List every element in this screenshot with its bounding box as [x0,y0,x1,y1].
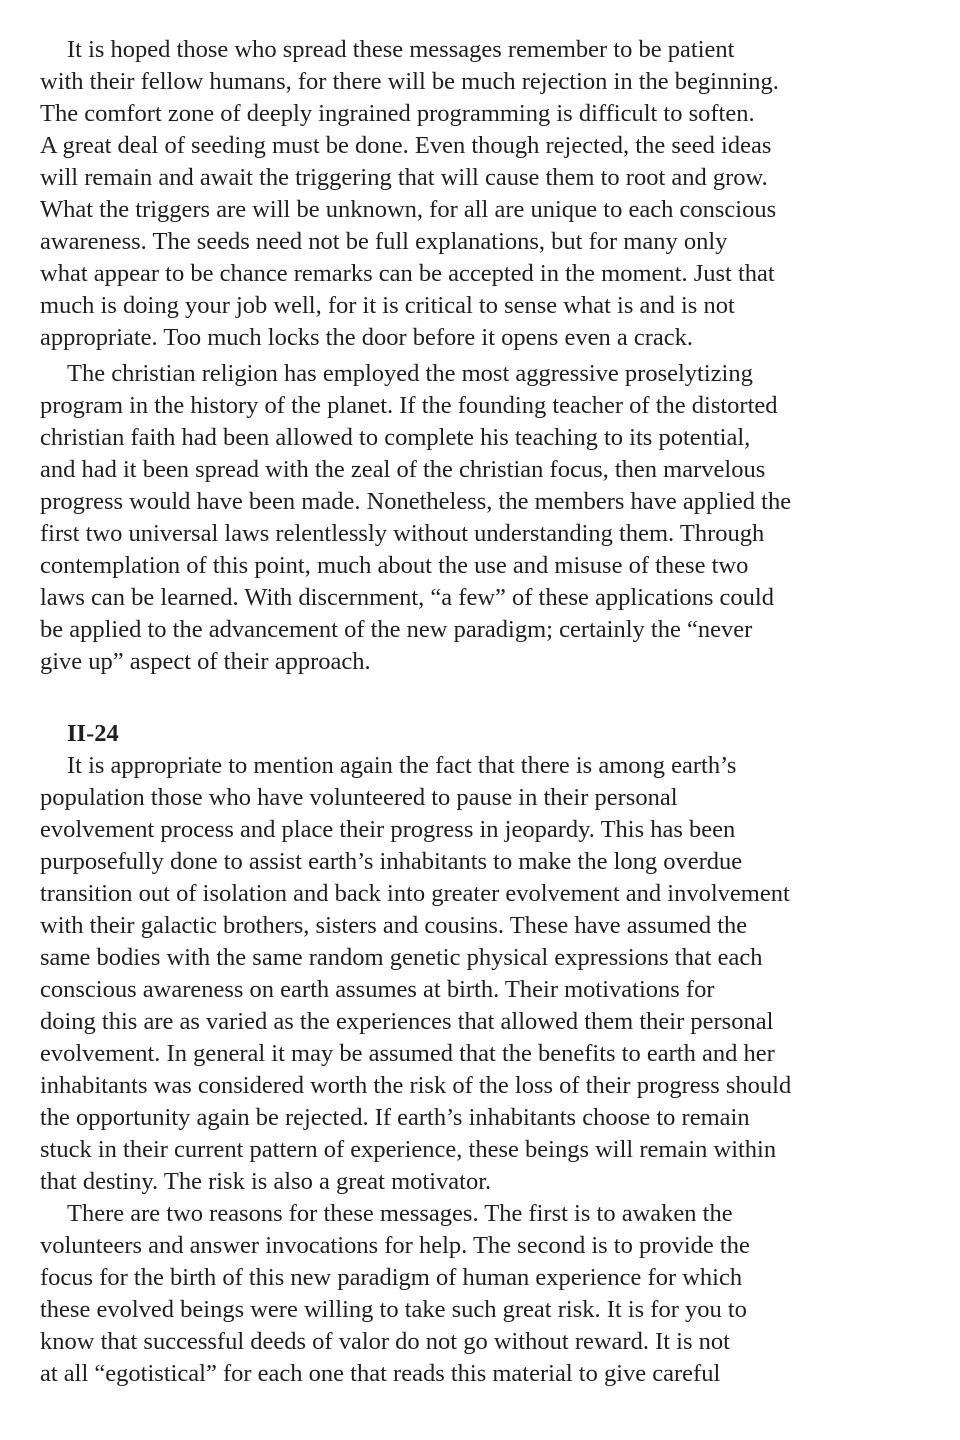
paragraph-volunteers [40,750,940,1198]
text-line: population those who have volunteered to pause in their personal [40,784,678,811]
text-line: doing this are as varied as the experiences that allowed them their personal [40,1008,774,1035]
text-line: know that successful deeds of valor do not go without reward. It is not [40,1328,730,1355]
text-line: evolvement. In general it may be assumed that the benefits to earth and her [40,1040,775,1067]
text-line: conscious awareness on earth assumes at birth. Their motivations for [40,976,715,1003]
text-line: program in the history of the planet. If the founding teacher of the distorted [40,392,778,419]
text-line: appropriate. Too much locks the door before it opens even a crack. [40,324,693,351]
text-line: will remain and await the triggering that will cause them to root and grow. [40,164,768,191]
text-line: same bodies with the same random genetic physical expressions that each [40,944,763,971]
paragraph-patience [40,34,940,358]
section-heading: II-24 [67,720,119,747]
text-line: It is hoped those who spread these messages remember to be patient [67,36,735,63]
text-line: be applied to the advancement of the new paradigm; certainly the “never [40,616,753,643]
text-line: awareness. The seeds need not be full explanations, but for many only [40,228,728,255]
text-line: stuck in their current pattern of experience, these beings will remain within [40,1136,777,1163]
text-line: transition out of isolation and back into greater evolvement and involvement [40,880,790,907]
text-line: The christian religion has employed the most aggressive proselytizing [67,360,753,387]
text-line: christian faith had been allowed to complete his teaching to its potential, [40,424,751,451]
text-line: There are two reasons for these messages. The first is to awaken the [67,1200,733,1227]
text-line: first two universal laws relentlessly without understanding them. Through [40,520,765,547]
text-line: focus for the birth of this new paradigm of human experience for which [40,1264,743,1291]
text-line: these evolved beings were willing to take such great risk. It is for you to [40,1296,747,1323]
text-line: The comfort zone of deeply ingrained programming is difficult to soften. [40,100,755,127]
text-line: evolvement process and place their progress in jeopardy. This has been [40,816,736,843]
text-line: and had it been spread with the zeal of the christian focus, then marvelous [40,456,766,483]
text-line: laws can be learned. With discernment, “a few” of these applications could [40,584,774,611]
text-line: What the triggers are will be unknown, for all are unique to each conscious [40,196,777,223]
text-line: that destiny. The risk is also a great motivator. [40,1168,492,1195]
text-line: with their fellow humans, for there will be much rejection in the beginning. [40,68,779,95]
text-line: progress would have been made. Nonetheless, the members have applied the [40,488,792,515]
text-line: inhabitants was considered worth the risk of the loss of their progress should [40,1072,792,1099]
text-line: what appear to be chance remarks can be accepted in the moment. Just that [40,260,775,287]
text-line: purposefully done to assist earth’s inhabitants to make the long overdue [40,848,743,875]
text-line: give up” aspect of their approach. [40,648,371,675]
paragraph-two-reasons [40,1198,940,1390]
text-line: the opportunity again be rejected. If earth’s inhabitants choose to remain [40,1104,750,1131]
paragraph-christian-religion [40,358,940,682]
text-line: with their galactic brothers, sisters and cousins. These have assumed the [40,912,748,939]
text-line: at all “egotistical” for each one that reads this material to give careful [40,1360,721,1387]
text-line: A great deal of seeding must be done. Even though rejected, the seed ideas [40,132,772,159]
text-line: contemplation of this point, much about the use and misuse of these two [40,552,749,579]
text-line: volunteers and answer invocations for help. The second is to provide the [40,1232,750,1259]
text-line: much is doing your job well, for it is critical to sense what is and is not [40,292,735,319]
text-line: It is appropriate to mention again the fact that there is among earth’s [67,752,737,779]
section-spacer [40,682,940,718]
document-page [40,34,940,1390]
